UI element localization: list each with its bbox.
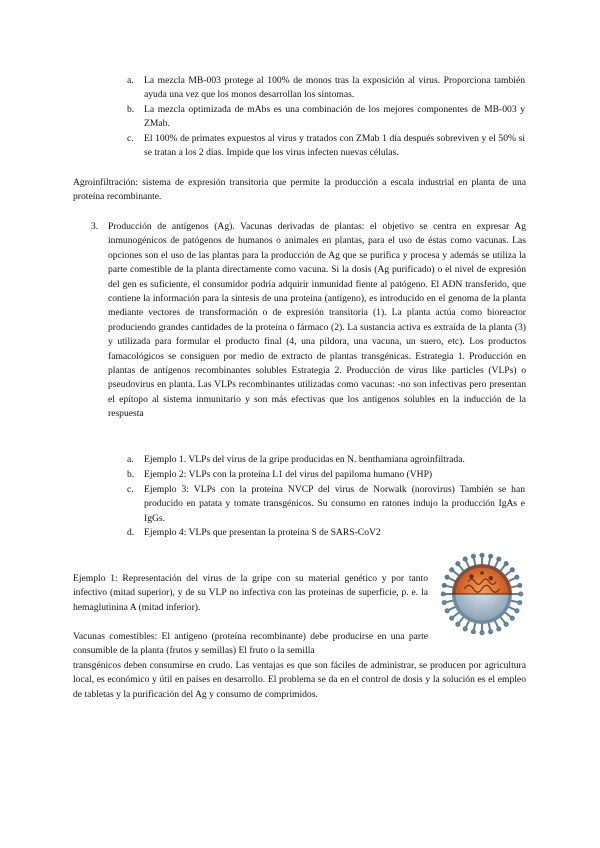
spike-head	[446, 576, 449, 579]
list-item-example-c	[127, 483, 525, 526]
spike-head	[511, 568, 514, 571]
spike-head	[446, 609, 449, 612]
spike-head	[480, 554, 483, 557]
spike-head	[515, 609, 518, 612]
spike-head	[464, 558, 467, 561]
list-item-top-a	[127, 74, 525, 103]
spike-head	[515, 576, 518, 579]
list-marker: a.	[127, 75, 134, 86]
list-item-top-b	[127, 103, 525, 132]
spike-head	[497, 558, 500, 561]
edible-vaccines-continued: transgénicos deben consumirse en crudo. Las ventajas es que son fáciles de administrar, se producen por agricultura local, es económico y útil en países en desarrollo. El problema se da en el control de dosis y la solución es el empleo de tabletas y la purificación del Ag y consumo de comprimidos.	[73, 660, 526, 700]
spike-head	[505, 562, 508, 565]
spike-head	[450, 617, 453, 620]
edible-vaccines-paragraph: Vacunas comestibles: El antígeno (proteína recombinante) debe producirse en una parte consumible de la planta (frutos y semillas) El fruto o la semilla	[73, 631, 428, 657]
spike-head	[443, 601, 446, 604]
list-text: Ejemplo 3: VLPs con la proteína NVCP del virus de Norwalk (norovirus) También se han producido en patata y tomate transgénicos. Su consumo en ratones indujo la producción IgAs e IgGs.	[144, 484, 525, 524]
list-item-example-a	[127, 453, 525, 467]
spike-head	[472, 555, 475, 558]
list-item-top-c	[127, 132, 525, 161]
spike-head	[442, 592, 445, 595]
spike-head	[511, 617, 514, 620]
list-marker: c.	[127, 484, 134, 495]
figure-caption: Ejemplo 1: Representación del virus de la gripe con su material genético y por tanto infectivo (mitad superior), y de su VLP no infectiva con las proteínas de superficie, p. e. la hemaglutinina A (mitad inferior).	[73, 573, 428, 613]
list-text: Ejemplo 1. VLPs del virus de la gripe producidas en N. benthamiana agroinfiltrada.	[144, 454, 465, 465]
list-marker: d.	[127, 527, 135, 538]
list-text: La mezcla optimizada de mAbs es una combinación de los mejores componentes de MB-003 y ZMab.	[144, 104, 525, 130]
spike-head	[489, 555, 492, 558]
spike-head	[497, 627, 500, 630]
spike-head	[519, 592, 522, 595]
spike-head	[518, 584, 521, 587]
list-marker: c.	[127, 133, 134, 144]
list-marker: b.	[127, 104, 135, 115]
list-item-example-b	[127, 468, 525, 482]
section-3-text: Producción de antígenos (Ag). Vacunas derivadas de plantas: el objetivo se centra en expresar Ag inmunogénicos de patógenos de humanos o animales en plantas, para el uso de éstas como vacunas. Las opciones son el uso de las plantas para la producción de Ag que se purifica y procesa y además se utiliza la parte comestible de la planta directamente como vacuna. Si la dosis (Ag purificado) o el nivel de expresión del gen es suficiente, el consumidor podría adquirir inmunidad fiente al patógeno. El ADN transferido, que contiene la información para la síntesis de una proteína (antígeno), es introducido en el genoma de la planta mediante vectores de transformación o de expresión transitoria (1). La planta actúa como bioreactor produciendo grandes cantidades de la proteína o fármaco (2). La sustancia activa es extraída de la planta (3) y utilizada para formular el producto final (4, una píldora, una vacuna, un suero, etc). Los productos famacológicos se consiguen por medio de extracto de plantas transgénicas. Estrategia 1. Producción en plantas de antígenos recombinantes solubles Estrategia 2. Producción de virus like particles (VLPs) o pseudovirus en planta. Las VLPs recombinantes utilizadas como vacunas: -no son infectivas pero presentan el epítopo al sistema inmunitario y son más efectivas que los antígenos solubles en la inducción de la respuesta	[108, 221, 526, 420]
list-text: La mezcla MB-003 protege al 100% de monos tras la exposición al virus. Proporciona también ayuda una vez que los monos desarrollan los síntomas.	[144, 75, 525, 101]
list-marker: b.	[127, 469, 135, 480]
spike-head	[505, 623, 508, 626]
spike-head	[456, 562, 459, 565]
list-marker: a.	[127, 454, 134, 465]
section-number: 3.	[91, 221, 99, 232]
agroinfiltration-paragraph: Agroinfiltración: sistema de expresión transitoria que permite la producción a escala industrial en planta de una proteína recombinante.	[73, 177, 526, 203]
influenza-virus-illustration	[438, 550, 526, 638]
spike-head	[472, 630, 475, 633]
section-3	[91, 220, 526, 422]
spike-head	[443, 584, 446, 587]
spike-head	[489, 630, 492, 633]
list-text: Ejemplo 4: VLPs que presentan la proteína S de SARS-CoV2	[144, 527, 381, 538]
spike-head	[450, 568, 453, 571]
list-text: Ejemplo 2: VLPs con la proteína L1 del virus del papiloma humano (VHP)	[144, 469, 433, 480]
spike-head	[480, 631, 483, 634]
spike-head	[456, 623, 459, 626]
spike-head	[464, 627, 467, 630]
list-text: El 100% de primates expuestos al virus y tratados con ZMab 1 día después sobreviven y el 50% si se tratan a los 2 días. Impide que los virus infecten nuevas células.	[144, 133, 525, 159]
spike-head	[518, 601, 521, 604]
list-item-example-d	[127, 526, 525, 540]
